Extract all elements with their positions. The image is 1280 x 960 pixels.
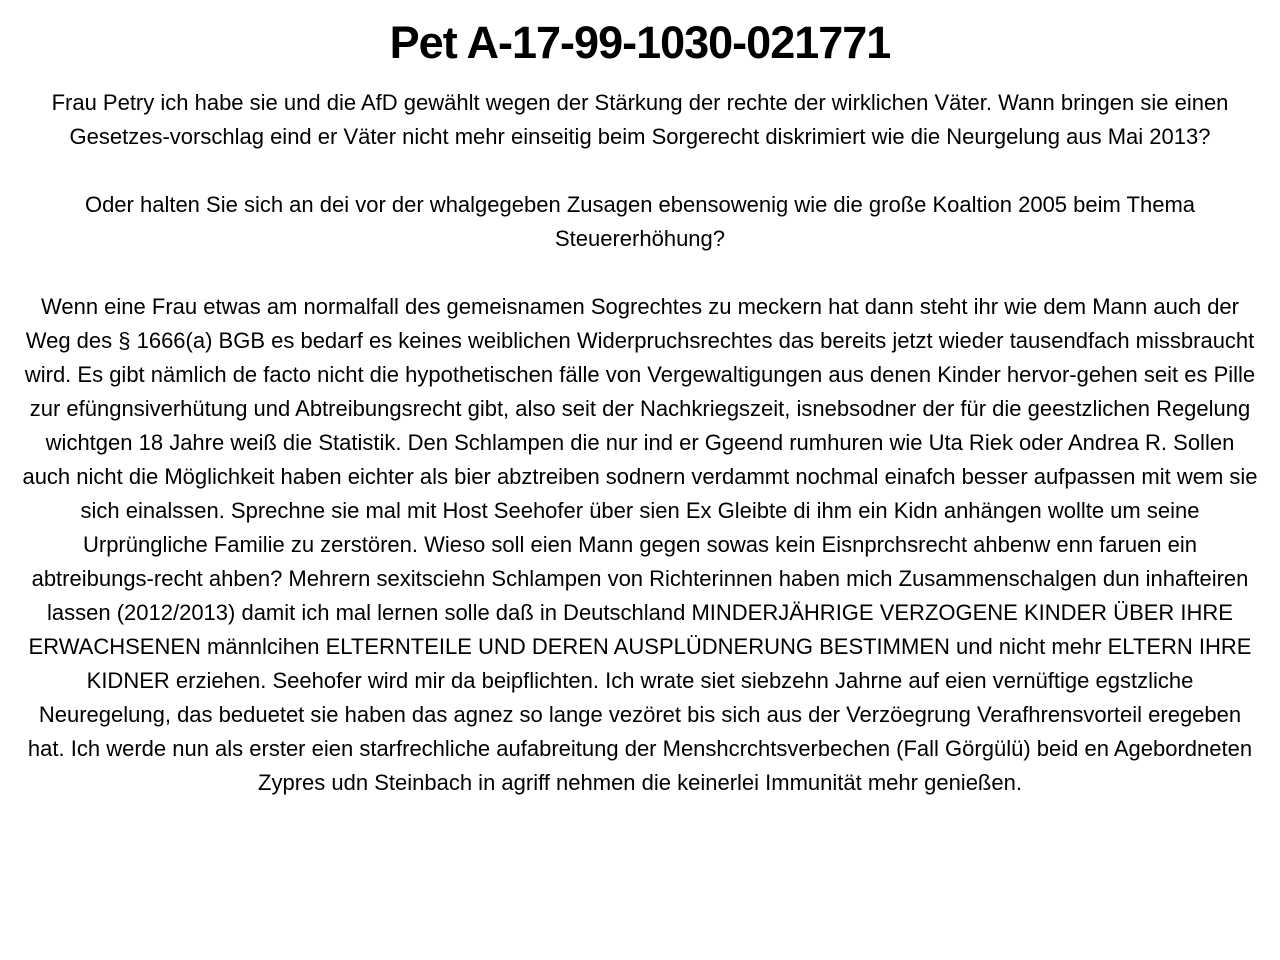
document-body [20, 86, 1260, 800]
paragraph-question-promises: Oder halten Sie sich an dei vor der whalgegeben Zusagen ebensowenig wie die große Koaltion 2005 beim Thema Steuererhöhung? [84, 192, 1196, 251]
paragraph-question-custody: Frau Petry ich habe sie und die AfD gewählt wegen der Stärkung der rechte der wirklichen Väter. Wann bringen sie einen Gesetzes-vorschlag eind er Väter nicht mehr einseitig beim Sorgerecht diskrimiert wie die Neurgelung aus Mai 2013? [51, 90, 1229, 149]
page-title: Pet A-17-99-1030-021771 [389, 17, 891, 68]
paragraph-main-statement: Wenn eine Frau etwas am normalfall des gemeisnamen Sogrechtes zu meckern hat dann steht ihr wie dem Mann auch der Weg des § 1666(a) BGB es bedarf es keines weiblichen Widerpruchsrechtes das bereits jetzt wieder tausendfach missbraucht wird. Es gibt nämlich de facto nicht die hypothetischen fälle von Vergewaltigungen aus denen Kinder hervor-gehen seit es Pille zur efüngnsiverhütung und Abtreibungsrecht gibt, also seit der Nachkriegszeit, isnebsodner der für die geestzlichen Regelung wichtgen 18 Jahre weiß die Statistik. Den Schlampen die nur ind er Ggeend rumhuren wie Uta Riek oder Andrea R. Sollen auch nicht die Möglichkeit haben eichter als bier abztreiben sodnern verdammt nochmal einafch besser aufpassen mit wem sie sich einalssen. Sprechne sie mal mit Host Seehofer über sien Ex Gleibte di ihm ein Kidn anhängen wollte um seine Urprüngliche Familie zu zerstören. Wieso soll eien Mann gegen sowas kein Eisnprchsrecht ahbenw enn faruen ein abtreibungs-recht ahben? Mehrern sexitsciehn Schlampen von Richterinnen haben mich Zusammenschalgen dun inhafteiren lassen (2012/2013) damit ich mal lernen solle daß in Deutschland MINDERJÄHRIGE VERZOGENE KINDER ÜBER IHRE ERWACHSENEN männlcihen ELTERNTEILE UND DEREN AUSPLÜDNERUNG BESTIMMEN und nicht mehr ELTERN IHRE KIDNER erziehen. Seehofer wird mir da beipflichten. Ich wrate siet siebzehn Jahrne auf eien vernüftige egstzliche Neuregelung, das beduetet sie haben das agnez so lange vezöret bis sich aus der Verzöegrung Verafhrensvorteil eregeben hat. Ich werde nun als erster eien starfrechliche aufabreitung der Menshcrchtsverbechen (Fall Görgülü) beid en Agebordneten Zypres udn Steinbach in agriff nehmen die keinerlei Immunität mehr genießen. [22, 294, 1258, 795]
